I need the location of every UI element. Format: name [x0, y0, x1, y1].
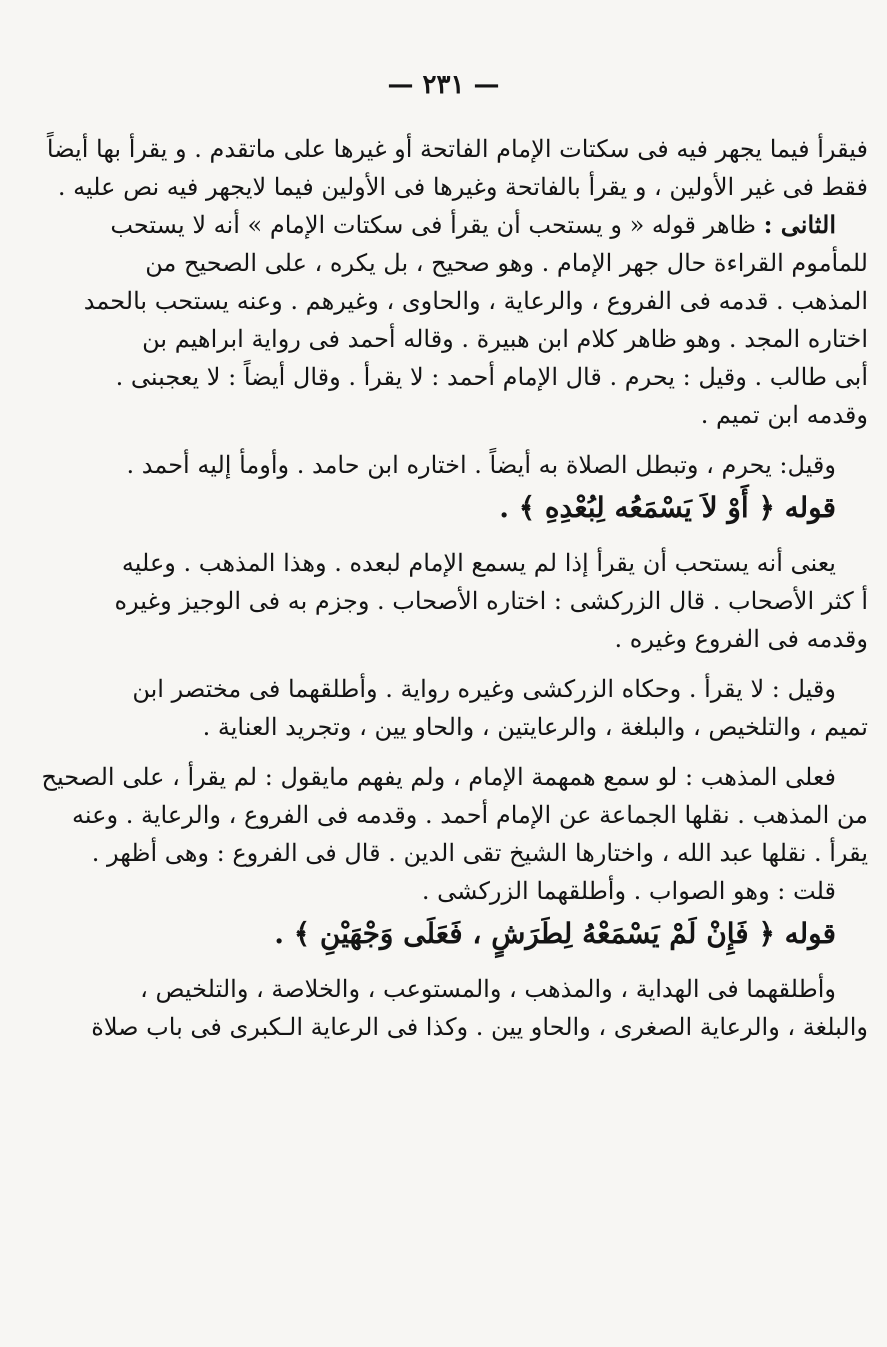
text-line: قلت : وهو الصواب . وأطلقهما الزركشى . — [421, 877, 836, 905]
text-line: فيقرأ فيما يجهر فيه فى سكتات الإمام الفاتحة أو غيرها على ماتقدم . و يقرأ بها أيضاً — [46, 135, 868, 163]
quote-heading: قوله ﴿ فَإِنْ لَمْ يَسْمَعْهُ لِطَرَشٍ ، فَعَلَى وَجْهَيْنِ ﴾ . — [274, 917, 836, 950]
quote-heading: قوله ﴿ أَوْ لاَ يَسْمَعُه لِبُعْدِهِ ﴾ . — [499, 491, 836, 524]
text-line: فعلى المذهب : لو سمع همهمة الإمام ، ولم يفهم مايقول : لم يقرأ ، على الصحيح — [41, 763, 836, 791]
text-line: تميم ، والتلخيص ، والبلغة ، والرعايتين ، والحاو يين ، وتجريد العناية . — [202, 713, 868, 741]
text-line: يعنى أنه يستحب أن يقرأ إذا لم يسمع الإمام لبعده . وهذا المذهب . وعليه — [121, 549, 836, 577]
text-line: وقيل : لا يقرأ . وحكاه الزركشى وغيره رواية . وأطلقهما فى مختصر ابن — [132, 675, 836, 703]
section-lead-text: ظاهر قوله « و يستحب أن يقرأ فى سكتات الإمام » أنه لا يستحب — [110, 211, 756, 239]
text-line: وأطلقهما فى الهداية ، والمذهب ، والمستوعب ، والخلاصة ، والتلخيص ، — [140, 975, 836, 1003]
text-line: فقط فى غير الأولين ، و يقرأ بالفاتحة وغيرها فى الأولين فيما لايجهر فيه نص عليه . — [57, 173, 868, 201]
text-line: المذهب . قدمه فى الفروع ، والرعاية ، والحاوى ، وغيرهم . وعنه يستحب بالحمد — [83, 287, 868, 315]
section-lead: الثانى : — [763, 210, 836, 239]
text-line: وقدمه فى الفروع وغيره . — [614, 625, 868, 653]
text-line: والبلغة ، والرعاية الصغرى ، والحاو يين . وكذا فى الرعاية الـكبرى فى باب صلاة — [91, 1013, 868, 1041]
text-line: يقرأ . نقلها عبد الله ، واختارها الشيخ تقى الدين . قال فى الفروع : وهى أظهر . — [91, 839, 868, 867]
page-number: — ٢٣١ — — [387, 70, 500, 100]
text-line: أبى طالب . وقيل : يحرم . قال الإمام أحمد : لا يقرأ . وقال أيضاً : لا يعجبنى . — [115, 363, 868, 391]
text-line: وقيل: يحرم ، وتبطل الصلاة به أيضاً . اختاره ابن حامد . وأومأ إليه أحمد . — [126, 451, 836, 479]
page-body — [41, 130, 868, 1046]
text-line: أ كثر الأصحاب . قال الزركشى : اختاره الأصحاب . وجزم به فى الوجيز وغيره — [114, 587, 868, 615]
text-line: اختاره المجد . وهو ظاهر كلام ابن هبيرة . وقاله أحمد فى رواية ابراهيم بن — [142, 325, 868, 353]
text-line: وقدمه ابن تميم . — [700, 401, 868, 429]
text-line: للمأموم القراءة حال جهر الإمام . وهو صحيح ، بل يكره ، على الصحيح من — [145, 249, 868, 277]
text-line: من المذهب . نقلها الجماعة عن الإمام أحمد . وقدمه فى الفروع ، والرعاية . وعنه — [72, 801, 868, 829]
text-line — [110, 206, 868, 244]
